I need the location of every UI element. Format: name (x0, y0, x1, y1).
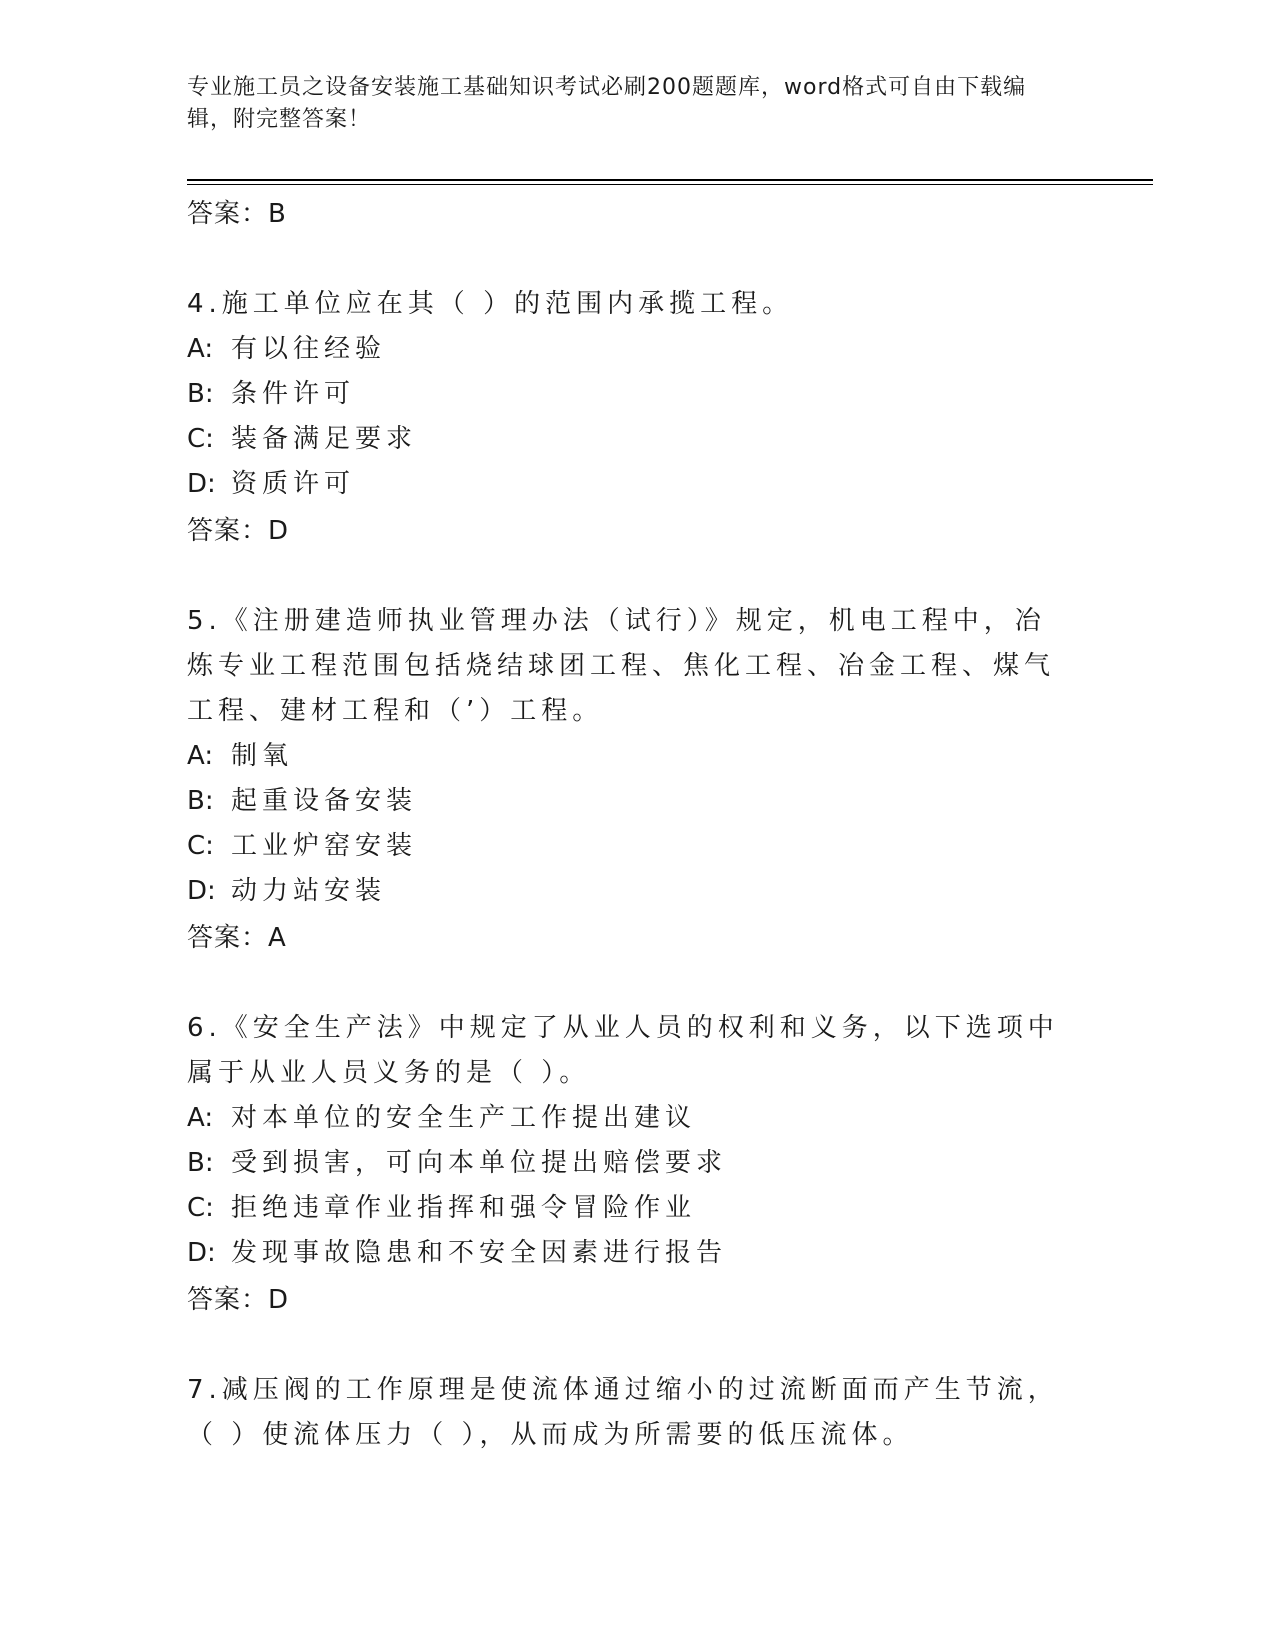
document-header: 专业施工员之设备安装施工基础知识考试必刷200题题库，word格式可自由下载编辑，附完整答案！ (187, 75, 1027, 132)
option-text: 对本单位的安全生产工作提出建议 (231, 1103, 697, 1133)
question-6-option-c (187, 1186, 1067, 1231)
header-rule-thick (187, 179, 1153, 181)
option-label: D: (187, 1238, 216, 1268)
answer-q4: 答案：D (187, 516, 290, 546)
option-label: B: (187, 1148, 214, 1178)
question-block-7 (187, 1368, 1067, 1458)
option-text: 资质许可 (231, 469, 356, 499)
option-label: C: (187, 831, 214, 861)
option-text: 装备满足要求 (231, 424, 418, 454)
option-text: 起重设备安装 (231, 786, 418, 816)
document-content (187, 190, 1067, 1458)
header-rule-thin (187, 184, 1153, 185)
option-label: D: (187, 469, 216, 499)
question-6-option-b (187, 1141, 1067, 1186)
answer-q3: 答案：B (187, 199, 287, 229)
question-block-4 (187, 282, 1067, 553)
question-5-option-b (187, 779, 1067, 824)
option-label: B: (187, 786, 214, 816)
question-6-option-a (187, 1096, 1067, 1141)
option-label: C: (187, 1193, 214, 1223)
option-label: B: (187, 379, 214, 409)
question-4-text: 4.施工单位应在其（ ）的范围内承揽工程。 (187, 289, 794, 319)
option-text: 条件许可 (231, 379, 356, 409)
question-4-option-c (187, 417, 1067, 462)
option-label: A: (187, 334, 214, 364)
option-text: 拒绝违章作业指挥和强令冒险作业 (231, 1193, 697, 1223)
question-4-option-b (187, 372, 1067, 417)
option-label: A: (187, 741, 214, 771)
question-5-option-d (187, 869, 1067, 914)
option-label: C: (187, 424, 214, 454)
question-4-option-d (187, 462, 1067, 507)
question-5-text: 5.《注册建造师执业管理办法（试行）》规定，机电工程中，冶炼专业工程范围包括烧结球团工程、焦化工程、冶金工程、煤气工程、建材工程和（’）工程。 (187, 606, 1056, 726)
question-block-5 (187, 599, 1067, 960)
option-label: A: (187, 1103, 214, 1133)
option-label: D: (187, 876, 216, 906)
question-5-option-a (187, 734, 1067, 779)
option-text: 工业炉窑安装 (231, 831, 418, 861)
option-text: 有以往经验 (231, 334, 387, 364)
question-4-option-a (187, 327, 1067, 372)
question-5-option-c (187, 824, 1067, 869)
question-block-6 (187, 1006, 1067, 1322)
option-text: 制氧 (231, 741, 294, 771)
question-6-text: 6.《安全生产法》中规定了从业人员的权利和义务，以下选项中属于从业人员义务的是（ ）。 (187, 1013, 1059, 1088)
answer-q6: 答案：D (187, 1285, 290, 1315)
option-text: 发现事故隐患和不安全因素进行报告 (231, 1238, 728, 1268)
answer-q5: 答案：A (187, 923, 287, 953)
question-6-option-d (187, 1231, 1067, 1276)
question-7-text: 7.减压阀的工作原理是使流体通过缩小的过流断面而产生节流，（ ）使流体压力（ ），从而成为所需要的低压流体。 (187, 1375, 1059, 1450)
option-text: 受到损害，可向本单位提出赔偿要求 (231, 1148, 728, 1178)
option-text: 动力站安装 (231, 876, 387, 906)
